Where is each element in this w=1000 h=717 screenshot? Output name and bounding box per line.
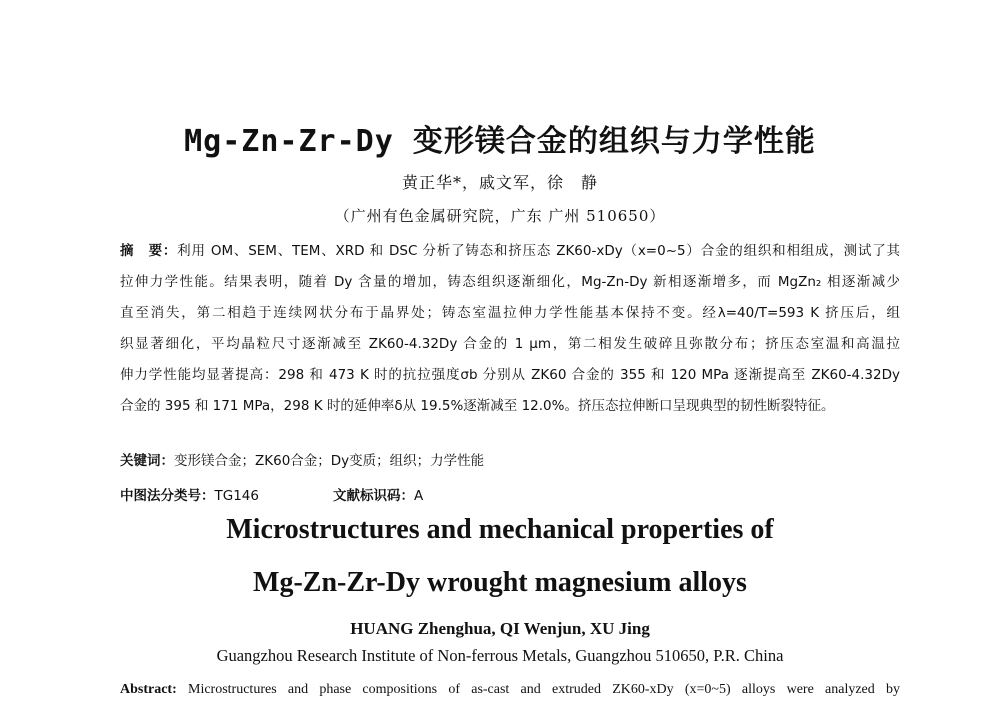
english-authors: HUANG Zhenghua, QI Wenjun, XU Jing [350, 619, 650, 638]
abstract-line: 直至消失，第二相趋于连续网状分布于晶界处；铸态室温拉伸力学性能基本保持不变。经λ=40/T=593 K 挤压后，组 [120, 305, 900, 321]
chinese-abstract [120, 236, 900, 422]
clc-label: 中图法分类号： [120, 488, 215, 504]
abstract-line: 拉伸力学性能。结果表明，随着 Dy 含量的增加，铸态组织逐渐细化，Mg-Zn-Dy 新相逐渐增多，而 MgZn₂ 相逐渐减少 [120, 274, 900, 290]
doc-code-value: A [413, 488, 424, 504]
english-title-line-2: Mg-Zn-Zr-Dy wrought magnesium alloys [253, 567, 747, 598]
english-abstract-label: Abstract: [120, 682, 177, 697]
keywords [120, 449, 484, 469]
clc-value: TG146 [214, 488, 259, 504]
abstract-line: 合金的 395 和 171 MPa，298 K 时的延伸率δ从 19.5%逐渐减至 12.0%。挤压态拉伸断口呈现典型的韧性断裂特征。 [120, 398, 835, 414]
abstract-label: 摘 要： [120, 243, 178, 259]
english-abstract [120, 682, 900, 698]
chinese-authors: 黄正华*，戚文军，徐 静 [401, 173, 598, 192]
chinese-affiliation: （广州有色金属研究院，广东 广州 510650） [334, 207, 666, 225]
abstract-line: 伸力学性能均显著提高：298 和 473 K 时的抗拉强度σb 分别从 ZK60 合金的 355 和 120 MPa 逐渐提高至 ZK60-4.32Dy [120, 367, 900, 383]
english-title-line-1: Microstructures and mechanical properties of [226, 514, 774, 545]
doc-code-label: 文献标识码： [332, 488, 414, 504]
english-affiliation: Guangzhou Research Institute of Non-ferrous Metals, Guangzhou 510650, P.R. China [216, 646, 784, 665]
abstract-line: 织显著细化，平均晶粒尺寸逐渐减至 ZK60-4.32Dy 合金的 1 μm，第二相发生破碎且弥散分布；挤压态室温和高温拉 [120, 336, 900, 352]
chinese-title: Mg-Zn-Zr-Dy 变形镁合金的组织与力学性能 [184, 124, 816, 159]
english-abstract-text: Microstructures and phase compositions of as-cast and extruded ZK60-xDy (x=0~5) alloys were analyzed by [188, 682, 900, 697]
abstract-line-text: 利用 OM、SEM、TEM、XRD 和 DSC 分析了铸态和挤压态 ZK60-xDy（x=0~5）合金的组织和相组成，测试了其 [177, 243, 900, 259]
abstract-line [120, 236, 900, 267]
keywords-label: 关键词： [120, 453, 174, 469]
classification [120, 484, 423, 504]
keywords-text: 变形镁合金；ZK60合金；Dy变质；组织；力学性能 [174, 453, 485, 469]
